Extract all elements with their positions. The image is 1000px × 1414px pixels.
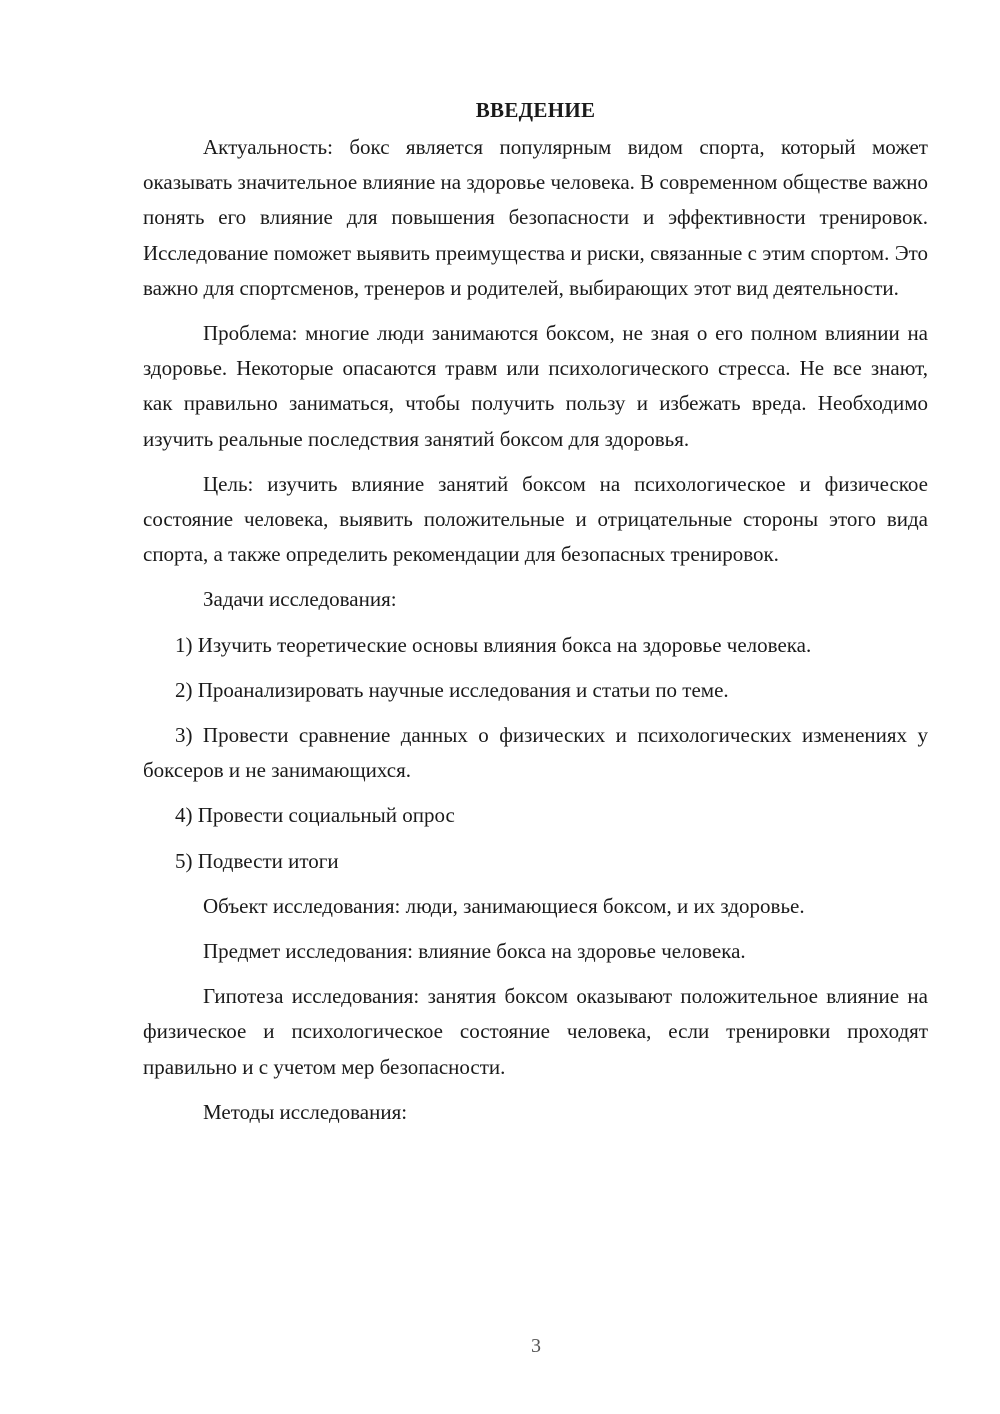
page-number: 3 <box>531 1335 541 1357</box>
hypothesis-paragraph: Гипотеза исследования: занятия боксом оказывают положительное влияние на физическое и психологическое состояние человека, если тренировки проходят правильно и с учетом мер безопасности. <box>143 984 928 1079</box>
task-item-5: 5) Подвести итоги <box>175 848 339 873</box>
tasks-title: Задачи исследования: <box>203 587 397 612</box>
task-item-2: 2) Проанализировать научные исследования и статьи по теме. <box>175 677 729 702</box>
problem-paragraph: Проблема: многие люди занимаются боксом, не зная о его полном влиянии на здоровье. Некоторые опасаются травм или психологического стресса. Не все знают, как правильно заниматься, чтобы получить пользу и избежать вреда. Необходимо изучить реальные последствия занятий боксом для здоровья. <box>143 321 928 451</box>
subject-paragraph: Предмет исследования: влияние бокса на здоровье человека. <box>203 939 746 964</box>
section-heading: ВВЕДЕНИЕ <box>475 98 596 122</box>
goal-paragraph: Цель: изучить влияние занятий боксом на психологическое и физическое состояние человека, выявить положительные и отрицательные стороны этого вида спорта, а также определить рекомендации для безопасных тренировок. <box>143 471 928 567</box>
object-paragraph: Объект исследования: люди, занимающиеся боксом, и их здоровье. <box>203 893 805 918</box>
task-item-4: 4) Провести социальный опрос <box>175 803 455 828</box>
task-item-1: 1) Изучить теоретические основы влияния бокса на здоровье человека. <box>175 632 812 657</box>
document-body <box>143 95 928 1130</box>
task-item-3: 3) Провести сравнение данных о физических и психологических изменениях у боксеров и не занимающихся. <box>143 723 928 783</box>
methods-title: Методы исследования: <box>203 1099 408 1124</box>
relevance-paragraph: Актуальность: бокс является популярным видом спорта, который может оказывать значительное влияние на здоровье человека. В современном обществе важно понять его влияние для повышения безопасности и эффективности тренировок. Исследование поможет выявить преимущества и риски, связанные с этим спортом. Это важно для спортсменов, тренеров и родителей, выбирающих этот вид деятельности. <box>143 135 928 300</box>
